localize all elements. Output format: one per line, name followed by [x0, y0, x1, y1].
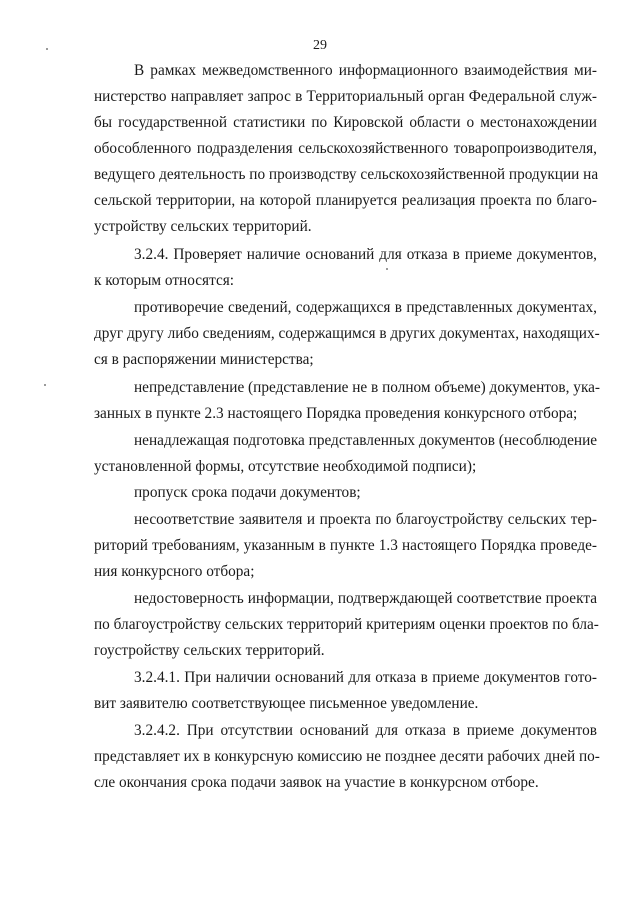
text-line: непредставление (представление не в полном объеме) документов, ука-: [134, 379, 601, 396]
page-number: 29: [313, 38, 327, 53]
text-line: ненадлежащая подготовка представленных документов (несоблюдение: [134, 432, 598, 449]
text-line: недостоверность информации, подтверждающей соответствие проекта: [134, 590, 597, 607]
text-line: 3.2.4. Проверяет наличие оснований для отказа в приеме документов,: [134, 246, 597, 263]
text-line: 3.2.4.1. При наличии оснований для отказа в приеме документов гото-: [134, 669, 597, 686]
scan-speck: [46, 48, 48, 50]
scan-speck: [44, 384, 46, 386]
text-line: пропуск срока подачи документов;: [134, 484, 361, 501]
text-line: В рамках межведомственного информационного взаимодействия ми-: [134, 62, 597, 79]
text-line: сле окончания срока подачи заявок на участие в конкурсном отборе.: [94, 774, 539, 791]
text-line: по благоустройству сельских территорий критериям оценки проектов по бла-: [94, 616, 599, 633]
text-line: сельской территории, на которой планируется реализация проекта по благо-: [94, 192, 597, 209]
text-line: 3.2.4.2. При отсутствии оснований для отказа в приеме документов: [134, 722, 597, 739]
text-line: несоответствие заявителя и проекта по благоустройству сельских тер-: [134, 511, 597, 528]
text-line: ния конкурсного отбора;: [94, 563, 255, 580]
text-line: обособленного подразделения сельскохозяйственного товаропроизводителя,: [94, 140, 597, 157]
text-line: нистерство направляет запрос в Территориальный орган Федеральной служ-: [94, 88, 597, 105]
text-line: представляет их в конкурсную комиссию не позднее десяти рабочих дней по-: [94, 748, 600, 765]
text-line: бы государственной статистики по Кировской области о местонахождении: [94, 114, 597, 131]
scan-speck: [386, 268, 388, 270]
text-line: риторий требованиям, указанным в пункте 1.3 настоящего Порядка проведе-: [94, 537, 597, 554]
text-line: вит заявителю соответствующее письменное уведомление.: [94, 695, 479, 712]
text-line: противоречие сведений, содержащихся в представленных документах,: [134, 299, 597, 316]
text-line: друг другу либо сведениям, содержащимся в других документах, находящих-: [94, 325, 600, 342]
text-line: к которым относятся:: [94, 272, 235, 289]
text-line: ведущего деятельность по производству сельскохозяйственной продукции на: [94, 166, 599, 183]
text-line: ся в распоряжении министерства;: [94, 351, 314, 368]
text-line: занных в пункте 2.3 настоящего Порядка проведения конкурсного отбора;: [94, 405, 578, 422]
text-line: установленной формы, отсутствие необходимой подписи);: [94, 458, 477, 475]
text-line: гоустройству сельских территорий.: [94, 642, 325, 659]
text-line: устройству сельских территорий.: [94, 218, 312, 235]
